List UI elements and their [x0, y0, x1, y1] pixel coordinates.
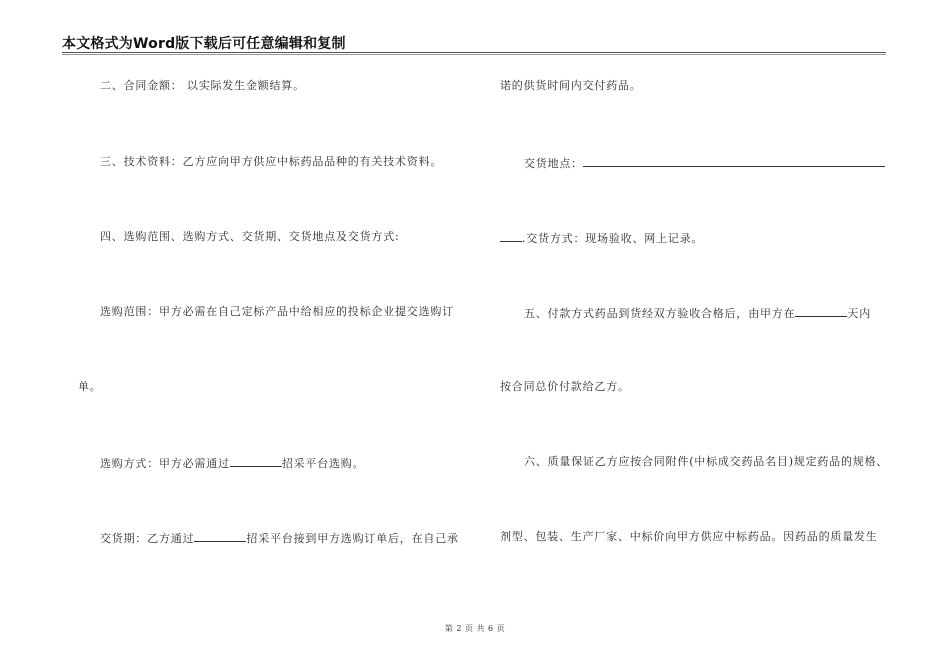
- delivery-location-blank: [583, 155, 885, 167]
- procurement-method-tail: 招采平台选购。: [281, 457, 365, 470]
- procurement-method-text: [100, 455, 364, 471]
- delivery-platform-blank: [194, 530, 246, 542]
- procurement-scope-heading: 四、选购范围、选购方式、交货期、交货地点及交货方式:: [100, 230, 400, 243]
- delivery-promise-text: 诺的供货时间内交付药品。: [500, 79, 642, 92]
- payment-terms-tail: 天内: [847, 307, 872, 320]
- delivery-location-line: [524, 155, 885, 171]
- technical-data-clause: 三、技术资料：乙方应向甲方供应中标药品品种的有关技术资料。: [100, 155, 443, 168]
- delivery-period-tail: 招采平台接到甲方选购订单后，在自己承: [246, 532, 459, 545]
- payment-days-blank: [795, 305, 847, 317]
- procurement-scope-text-end: 单。: [78, 380, 102, 393]
- quality-guarantee-text: 六、质量保证乙方应按合同附件(中标成交药品名目)规定药品的规格、: [524, 455, 889, 468]
- contract-amount-clause: 二、合同金额： 以实际发生金额结算。: [100, 79, 305, 92]
- delivery-method-line: [500, 230, 703, 246]
- payment-terms-end: 按合同总价付款给乙方。: [500, 380, 630, 393]
- header-rule: [62, 52, 886, 53]
- payment-terms-line: [524, 305, 871, 321]
- delivery-location-label: 交货地点：: [524, 157, 583, 170]
- procurement-platform-blank: [230, 455, 282, 467]
- page-number: 第 2 页 共 6 页: [444, 624, 506, 633]
- delivery-method-text: .交货方式：现场验收、网上记录。: [522, 232, 704, 245]
- delivery-period-text: [100, 530, 459, 546]
- header-title: 本文格式为Word版下载后可任意编辑和复制: [62, 36, 346, 52]
- quality-guarantee-text-cont: 剂型、包装、生产厂家、中标价向甲方供应中标药品。因药品的质量发生: [500, 530, 878, 543]
- delivery-period-label: 交货期：乙方通过: [100, 532, 195, 545]
- procurement-scope-text: 选购范围：甲方必需在自己定标产品中给相应的投标企业提交选购订: [100, 305, 454, 318]
- delivery-location-blank-cont: [500, 230, 522, 242]
- payment-terms-text: 五、付款方式药品到货经双方验收合格后，由甲方在: [524, 307, 796, 320]
- header-rule-thin: [62, 54, 886, 55]
- procurement-method-label: 选购方式：甲方必需通过: [100, 457, 230, 470]
